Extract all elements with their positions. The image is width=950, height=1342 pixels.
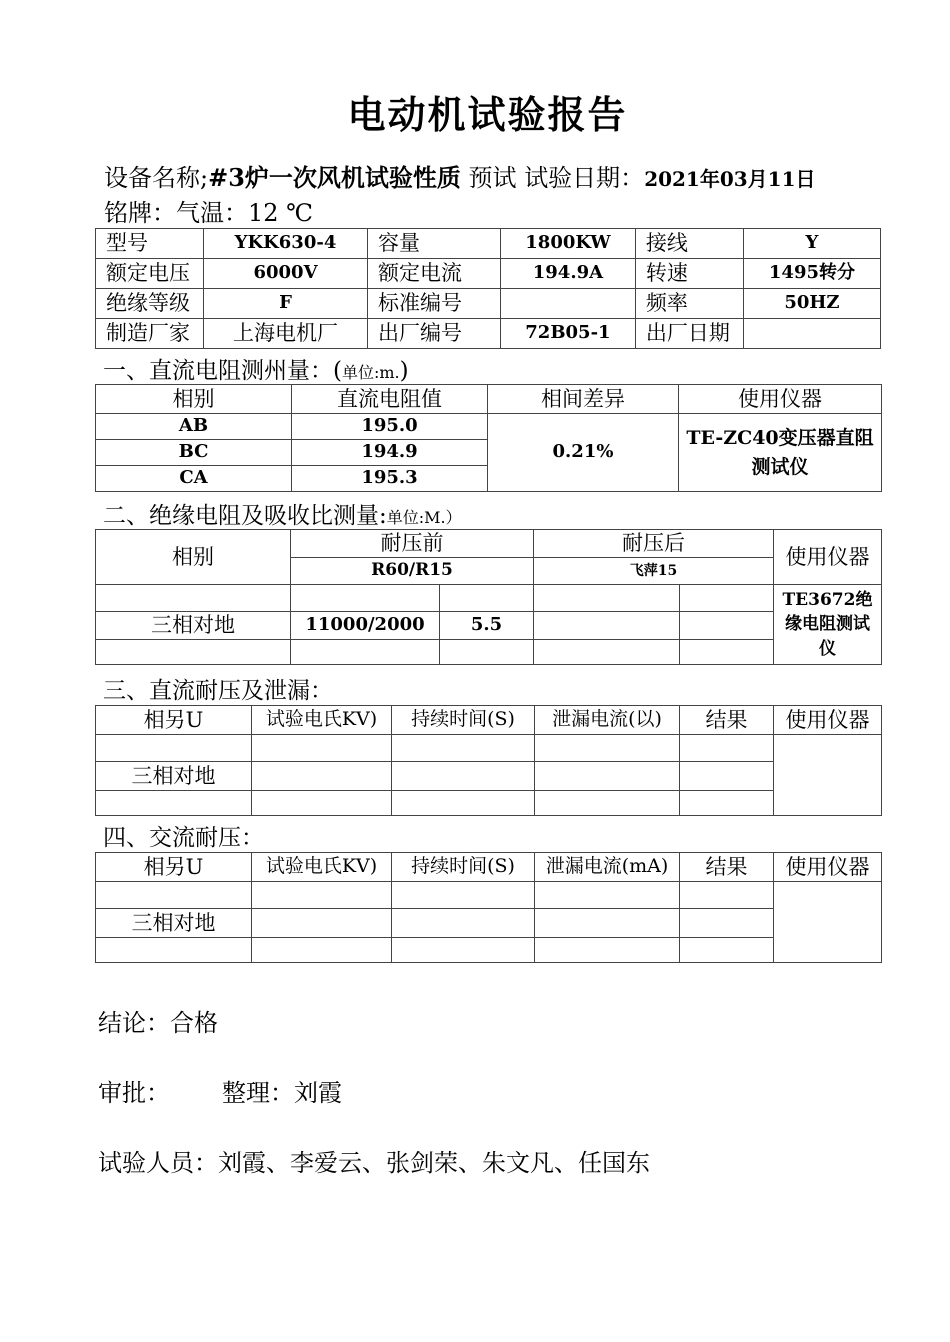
empty-cell (535, 938, 680, 963)
empty-cell (680, 585, 774, 612)
nameplate-field-value: F (203, 289, 367, 319)
instrument-name: TE-ZC40变压器直阻测试仪 (679, 414, 882, 492)
phase-label: 三相对地 (96, 762, 252, 791)
header-difference: 相间差异 (488, 385, 679, 414)
empty-cell (680, 640, 774, 665)
conclusion: 结论：合格 (98, 1009, 218, 1037)
empty-cell (392, 735, 535, 762)
empty-cell (96, 882, 252, 909)
nameplate-field-label: 标准编号 (368, 289, 501, 319)
empty-cell (96, 735, 252, 762)
section3-header-3: 泄漏电流(以) (535, 706, 680, 735)
insulation-table (95, 529, 882, 665)
empty-cell (252, 938, 392, 963)
report-title: 电动机试验报告 (347, 92, 628, 137)
section4-header-5: 使用仪器 (774, 853, 882, 882)
empty-cell (680, 762, 774, 791)
empty-cell (96, 791, 252, 816)
empty-cell (291, 585, 440, 612)
nameplate-field-label: 频率 (635, 289, 743, 319)
instrument-cell (774, 735, 882, 816)
test-date-label: 试验日期： (524, 164, 645, 192)
phase-cell: BC (96, 440, 292, 466)
arranged-by: 整理：刘霞 (222, 1079, 342, 1107)
empty-cell (96, 585, 291, 612)
instrument-name: TE3672绝缘电阻测试仪 (774, 585, 882, 665)
nameplate-table (95, 228, 881, 349)
empty-cell (392, 762, 535, 791)
difference-value: 0.21% (488, 414, 679, 492)
empty-cell (680, 909, 774, 938)
empty-cell (680, 612, 774, 640)
resistance-value: 194.9 (292, 440, 488, 466)
nameplate-field-label: 出厂编号 (368, 319, 501, 349)
approval-line (98, 1073, 342, 1108)
header-instrument: 使用仪器 (679, 385, 882, 414)
testers: 试验人员：刘霞、李爱云、张剑荣、朱文凡、任国东 (98, 1149, 650, 1177)
ac-withstand-table (95, 852, 882, 963)
section1-close: ) (399, 358, 409, 384)
dc-resistance-table (95, 384, 882, 492)
empty-cell (96, 938, 252, 963)
nameplate-field-label: 容量 (368, 229, 501, 259)
nameplate-weather-line: 铭牌：气温：12 ℃ (104, 199, 314, 227)
section4-header-2: 持续时间(S) (392, 853, 535, 882)
equipment-name: #3炉一次风机试验性质 (208, 163, 461, 192)
section1-unit: 单位:m. (341, 363, 400, 382)
empty-cell (96, 640, 291, 665)
section2-unit: 单位:M.） (386, 508, 462, 527)
nameplate-field-label: 额定电流 (368, 259, 501, 289)
section1-heading (103, 352, 409, 385)
nameplate-field-value (743, 319, 880, 349)
empty-cell (535, 735, 680, 762)
phase-cell: AB (96, 414, 292, 440)
header-after: 耐压后 (534, 530, 774, 558)
test-nature: 预试 (468, 164, 517, 192)
nameplate-field-value: 1800KW (500, 229, 635, 259)
section2-heading (103, 497, 462, 530)
nameplate-field-value: 6000V (203, 259, 367, 289)
nameplate-field-label: 接线 (635, 229, 743, 259)
empty-cell (534, 585, 680, 612)
absorption-ratio: 5.5 (440, 612, 534, 640)
instrument-cell (774, 882, 882, 963)
empty-cell (392, 938, 535, 963)
header-dc-resistance: 直流电阻值 (292, 385, 488, 414)
phase-cell: CA (96, 466, 292, 492)
empty-cell (534, 640, 680, 665)
section3-header-0: 相另U (96, 706, 252, 735)
nameplate-field-label: 绝缘等级 (96, 289, 204, 319)
header-phase: 相别 (96, 530, 291, 585)
nameplate-field-value: Y (743, 229, 880, 259)
empty-cell (392, 791, 535, 816)
section4-header-4: 结果 (680, 853, 774, 882)
section2-title: 二、绝缘电阻及吸收比测量: (103, 503, 387, 529)
section3-heading: 三、直流耐压及泄漏： (103, 678, 333, 704)
empty-cell (680, 938, 774, 963)
empty-cell (252, 735, 392, 762)
insulation-value: 11000/2000 (291, 612, 440, 640)
section4-header-1: 试验电氏KV) (252, 853, 392, 882)
resistance-value: 195.0 (292, 414, 488, 440)
phase-label: 三相对地 (96, 612, 291, 640)
header-before: 耐压前 (291, 530, 534, 558)
phase-label: 三相对地 (96, 909, 252, 938)
approval-label: 审批： (98, 1079, 170, 1107)
section3-header-5: 使用仪器 (774, 706, 882, 735)
test-date: 2021年03月11日 (644, 167, 816, 191)
empty-cell (535, 791, 680, 816)
section4-header-3: 泄漏电流(mA) (535, 853, 680, 882)
empty-cell (440, 640, 534, 665)
nameplate-field-value: 50HZ (743, 289, 880, 319)
empty-cell (252, 791, 392, 816)
empty-cell (680, 882, 774, 909)
section4-header-0: 相另U (96, 853, 252, 882)
equipment-label: 设备名称; (104, 164, 209, 192)
empty-cell (392, 882, 535, 909)
nameplate-field-label: 出厂日期 (635, 319, 743, 349)
section1-title: 一、直流电阻测州量：( (103, 358, 342, 384)
equipment-line (104, 158, 816, 193)
empty-cell (291, 640, 440, 665)
empty-cell (252, 762, 392, 791)
empty-cell (680, 791, 774, 816)
nameplate-field-value (500, 289, 635, 319)
sub-after: 飞萍15 (534, 558, 774, 585)
nameplate-field-label: 型号 (96, 229, 204, 259)
nameplate-field-value: 194.9A (500, 259, 635, 289)
nameplate-field-value: YKK630-4 (203, 229, 367, 259)
nameplate-field-label: 额定电压 (96, 259, 204, 289)
section4-heading: 四、交流耐压： (103, 825, 264, 851)
nameplate-field-value: 1495转分 (743, 259, 880, 289)
section3-header-4: 结果 (680, 706, 774, 735)
resistance-value: 195.3 (292, 466, 488, 492)
empty-cell (680, 735, 774, 762)
empty-cell (535, 882, 680, 909)
dc-withstand-table (95, 705, 882, 816)
header-instrument: 使用仪器 (774, 530, 882, 585)
nameplate-field-label: 制造厂家 (96, 319, 204, 349)
empty-cell (534, 612, 680, 640)
section3-header-2: 持续时间(S) (392, 706, 535, 735)
empty-cell (535, 762, 680, 791)
section3-header-1: 试验电氏KV) (252, 706, 392, 735)
nameplate-field-label: 转速 (635, 259, 743, 289)
nameplate-field-value: 72B05-1 (500, 319, 635, 349)
header-phase: 相别 (96, 385, 292, 414)
empty-cell (535, 909, 680, 938)
empty-cell (252, 909, 392, 938)
empty-cell (440, 585, 534, 612)
empty-cell (252, 882, 392, 909)
nameplate-field-value: 上海电机厂 (203, 319, 367, 349)
sub-before: R60/R15 (291, 558, 534, 585)
empty-cell (392, 909, 535, 938)
